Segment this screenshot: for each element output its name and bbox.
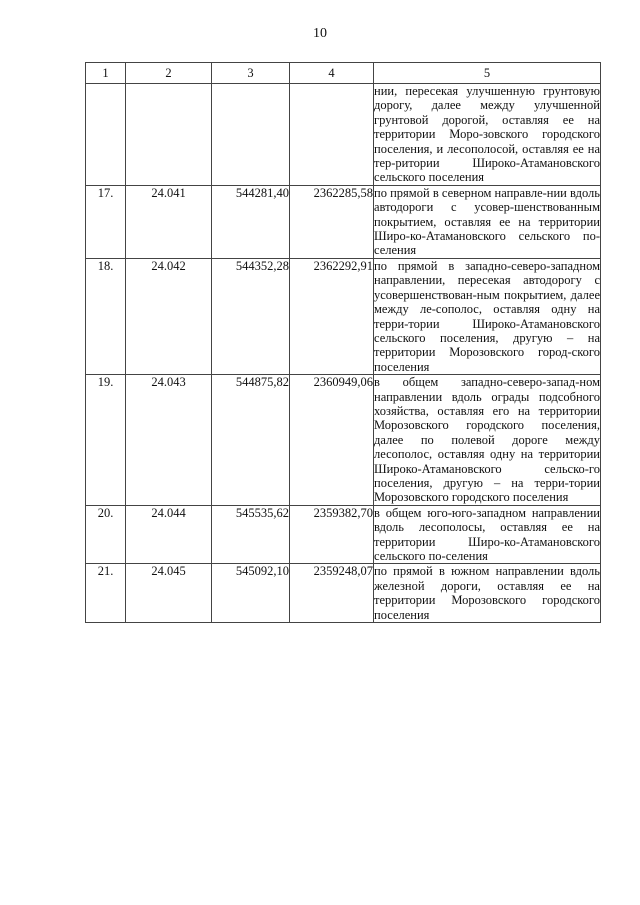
header-col-1: 1 xyxy=(86,63,126,84)
row-number: 19. xyxy=(86,375,126,506)
point-code xyxy=(126,84,212,186)
header-col-5: 5 xyxy=(374,63,601,84)
page-number: 10 xyxy=(313,26,327,41)
coordinate-y xyxy=(290,84,374,186)
table-row xyxy=(86,185,601,258)
row-number: 21. xyxy=(86,564,126,623)
table-row xyxy=(86,505,601,564)
header-col-4: 4 xyxy=(290,63,374,84)
boundary-table xyxy=(85,62,601,623)
coordinate-x: 544352,28 xyxy=(212,258,290,374)
coordinate-y: 2359382,70 xyxy=(290,505,374,564)
row-number xyxy=(86,84,126,186)
point-code: 24.042 xyxy=(126,258,212,374)
point-code: 24.044 xyxy=(126,505,212,564)
coordinate-x xyxy=(212,84,290,186)
header-col-2: 2 xyxy=(126,63,212,84)
table-row xyxy=(86,84,601,186)
boundary-description: по прямой в южном направлении вдоль железной дороги, оставляя ее на территории Морозовского городского поселения xyxy=(374,564,600,622)
row-number: 20. xyxy=(86,505,126,564)
boundary-description: нии, пересекая улучшенную грунтовую дорогу, далее между улучшенной грунтовой дорогой, оставляя ее на территории Моро-зовского городского поселения, и лесополосой, оставляя ее на тер-ритории Широко-Атамановского сельского поселения xyxy=(374,84,600,185)
row-number: 17. xyxy=(86,185,126,258)
table-row xyxy=(86,564,601,623)
coordinate-y: 2362292,91 xyxy=(290,258,374,374)
coordinate-x: 544875,82 xyxy=(212,375,290,506)
point-code: 24.041 xyxy=(126,185,212,258)
boundary-description: по прямой в западно-северо-западном направлении, пересекая автодорогу с усовершенствован-ным покрытием, далее между ле-сополос, оставляя одну на терри-тории Широко-Атамановского сельского поселения, другую – на территории Морозовского город-ского поселения xyxy=(374,258,600,374)
coordinate-x: 545535,62 xyxy=(212,505,290,564)
coordinate-x: 544281,40 xyxy=(212,185,290,258)
boundary-description: в общем юго-юго-западном направлении вдоль лесополосы, оставляя ее на территории Широ-ко-Атамановского сельского по-селения xyxy=(374,505,600,563)
coordinate-y: 2359248,07 xyxy=(290,564,374,623)
table-row xyxy=(86,258,601,374)
boundary-description: в общем западно-северо-запад-ном направлении вдоль ограды подсобного хозяйства, оставляя его на территории Морозовского городского поселения, далее по полевой дороге между лесополос, оставляя одну на территории Широко-Атамановского сельско-го поселения, другую – на терри-тории Морозовского городского поселения xyxy=(374,375,600,505)
coordinate-y: 2362285,58 xyxy=(290,185,374,258)
header-col-3: 3 xyxy=(212,63,290,84)
table-header-row xyxy=(86,63,601,84)
coordinate-y: 2360949,06 xyxy=(290,375,374,506)
point-code: 24.043 xyxy=(126,375,212,506)
table-row xyxy=(86,375,601,506)
point-code: 24.045 xyxy=(126,564,212,623)
coordinate-x: 545092,10 xyxy=(212,564,290,623)
boundary-description: по прямой в северном направле-нии вдоль автодороги с усовер-шенствованным покрытием, оставляя ее на территории Широ-ко-Атамановского сельского по-селения xyxy=(374,185,600,258)
row-number: 18. xyxy=(86,258,126,374)
